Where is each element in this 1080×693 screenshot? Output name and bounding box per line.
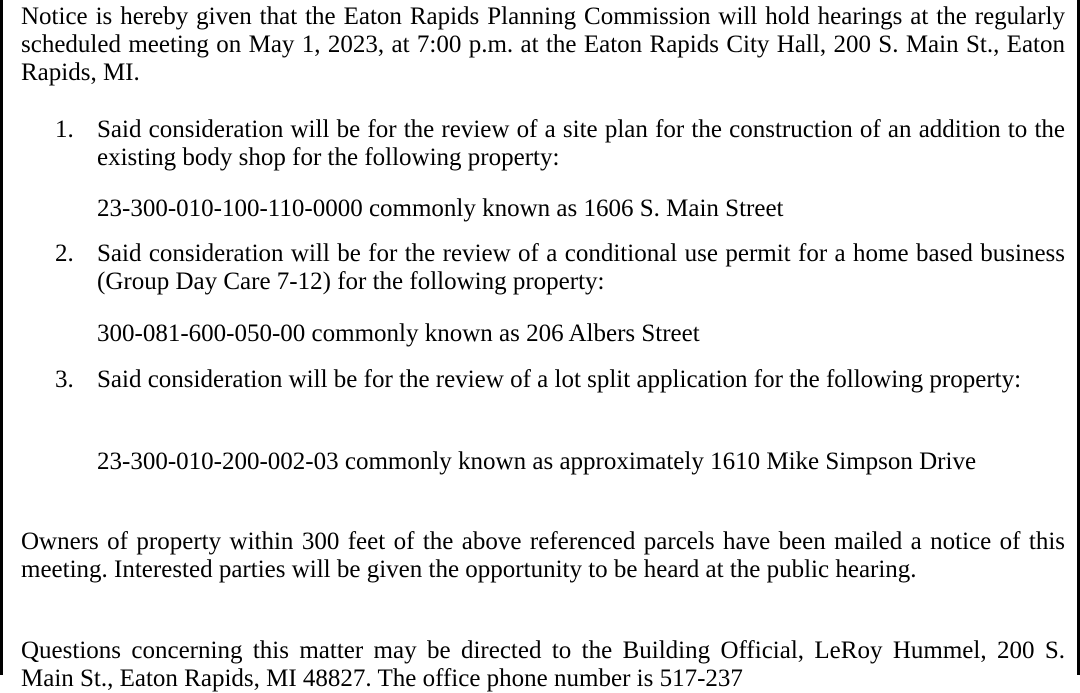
intro-paragraph: Notice is hereby given that the Eaton Rapids Planning Commission will hold hearings at the regularly scheduled meeting on May 1, 2023, at 7:00 p.m. at the Eaton Rapids City Hall, 200 S. Main St., Eaton Rapids, MI. <box>21 3 1065 86</box>
list-item-text: Said consideration will be for the review of a site plan for the construction of an addition to the existing body shop for the following property: <box>97 116 1065 171</box>
questions-paragraph: Questions concerning this matter may be directed to the Building Official, LeRoy Hummel, 200 S. Main St., Eaton Rapids, MI 48827. The office phone number is 517-237 <box>21 637 1065 692</box>
list-item-number: 3. <box>55 366 74 393</box>
parcel-line: 23-300-010-200-002-03 commonly known as approximately 1610 Mike Simpson Drive <box>97 448 977 475</box>
parcel-line: 300-081-600-050-00 commonly known as 206 Albers Street <box>97 320 700 347</box>
owners-paragraph: Owners of property within 300 feet of the above referenced parcels have been mailed a notice of this meeting. Interested parties will be given the opportunity to be heard at the public hearing. <box>21 528 1065 583</box>
parcel-line: 23-300-010-100-110-0000 commonly known as 1606 S. Main Street <box>97 195 784 222</box>
list-item-text: Said consideration will be for the review of a lot split application for the following property: <box>97 366 1022 393</box>
list-item-number: 1. <box>55 116 74 143</box>
list-item-number: 2. <box>55 240 74 267</box>
list-item-text: Said consideration will be for the review of a conditional use permit for a home based business (Group Day Care 7-12) for the following property: <box>97 240 1065 295</box>
